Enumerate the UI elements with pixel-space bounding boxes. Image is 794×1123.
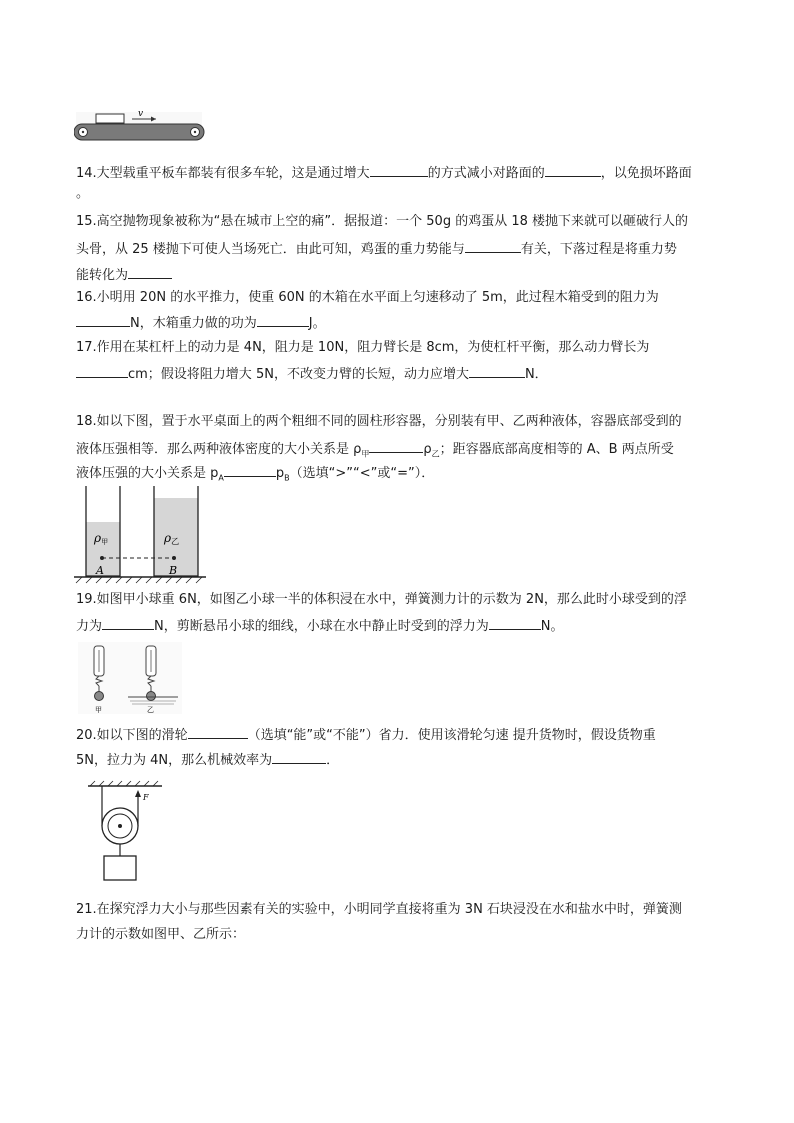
q18-line2: 液体压强相等．那么两种液体密度的大小关系是 $\rho_甲$ $\rho_乙$；距容器底部高度相等的 A、B 两点所受 [76,442,674,459]
q14-blank-1[interactable] [370,164,428,177]
point-b [172,556,176,560]
q21-line1: 21.在探究浮力大小与那些因素有关的实验中，小明同学直接将重为 3N 石块浸没在水和盐水中时，弹簧测 [76,902,682,917]
pulley-figure [86,780,166,882]
q18-blank-1[interactable] [369,440,423,453]
q14-line2: 。 [76,186,90,201]
q16-blank-2[interactable] [257,314,309,327]
point-a [100,556,104,560]
containers-figure [72,486,208,586]
rho-jia-label: ρ甲 [94,531,109,546]
q18-line3: 液体压强的大小关系是 $p_A$ $p_B$（选填“>”“<”或“=”）． [76,466,435,483]
q20-blank-1[interactable] [188,726,248,739]
q17-blank-1[interactable] [76,365,128,378]
force-label: F [143,793,149,802]
ball-jia [95,692,104,701]
q17-line1: 17.作用在某杠杆上的动力是 4N，阻力是 10N，阻力臂长是 8cm，为使杠杆平衡，那么动力臂长为 [76,340,650,355]
q17-blank-2[interactable] [469,365,525,378]
q15-blank-2[interactable] [128,266,172,279]
q17-line2: cm；假设将阻力增大 5N，不改变力臂的长短，动力应增大 N． [76,365,548,383]
conveyor-belt-figure [74,106,206,142]
q20-blank-2[interactable] [272,751,326,764]
ball-yi [147,692,156,701]
q15-line1: 15.高空抛物现象被称为“悬在城市上空的痛”．据报道：一个 50g 的鸡蛋从 18 楼抛下来就可以砸破行人的 [76,214,689,229]
q15-line2: 头骨，从 25 楼抛下可使人当场死亡．由此可知，鸡蛋的重力势能与 有关，下落过程是将重力势 [76,242,677,257]
q18-blank-2[interactable] [224,464,276,477]
q19-line2: 力为 N，剪断悬吊小球的细线，小球在水中静止时受到的浮力为 N。 [76,619,564,634]
q14-line1: 14.大型载重平板车都装有很多车轮，这是通过增大 的方式减小对路面的 ，以免损坏路面 [76,166,692,181]
q16-blank-1[interactable] [76,314,130,327]
q21-line2: 力计的示数如图甲、乙所示： [76,927,246,942]
q20-line2: 5N，拉力为 4N，那么机械效率为 ． [76,753,340,768]
q20-line1: 20.如以下图的滑轮 （选填“能”或“不能”）省力．使用该滑轮匀速 提升货物时，假设货物重 [76,728,656,743]
label-b: B [169,564,178,577]
q19-blank-2[interactable] [489,617,541,630]
label-yi: 乙 [147,706,154,714]
cargo-box [104,856,136,880]
q16-line2: N，木箱重力做的功为 J。 [76,314,326,332]
q19-line1: 19.如图甲小球重 6N，如图乙小球一半的体积浸在水中，弹簧测力计的示数为 2N，那么此时小球受到的浮 [76,592,687,607]
velocity-label: v [138,109,144,119]
rho-yi-label: ρ乙 [164,531,180,546]
label-a: A [96,564,104,577]
q16-line1: 16.小明用 20N 的水平推力，使重 60N 的木箱在水平面上匀速移动了 5m，此过程木箱受到的阻力为 [76,290,659,305]
q19-blank-1[interactable] [102,617,154,630]
q15-blank-1[interactable] [465,240,521,253]
spring-scale-figure [78,642,182,714]
label-jia: 甲 [95,706,102,714]
q18-line1: 18.如以下图，置于水平桌面上的两个粗细不同的圆柱形容器，分别装有甲、乙两种液体，容器底部受到的 [76,414,682,429]
q14-blank-2[interactable] [545,164,601,177]
q15-line3: 能转化为 [76,266,172,284]
